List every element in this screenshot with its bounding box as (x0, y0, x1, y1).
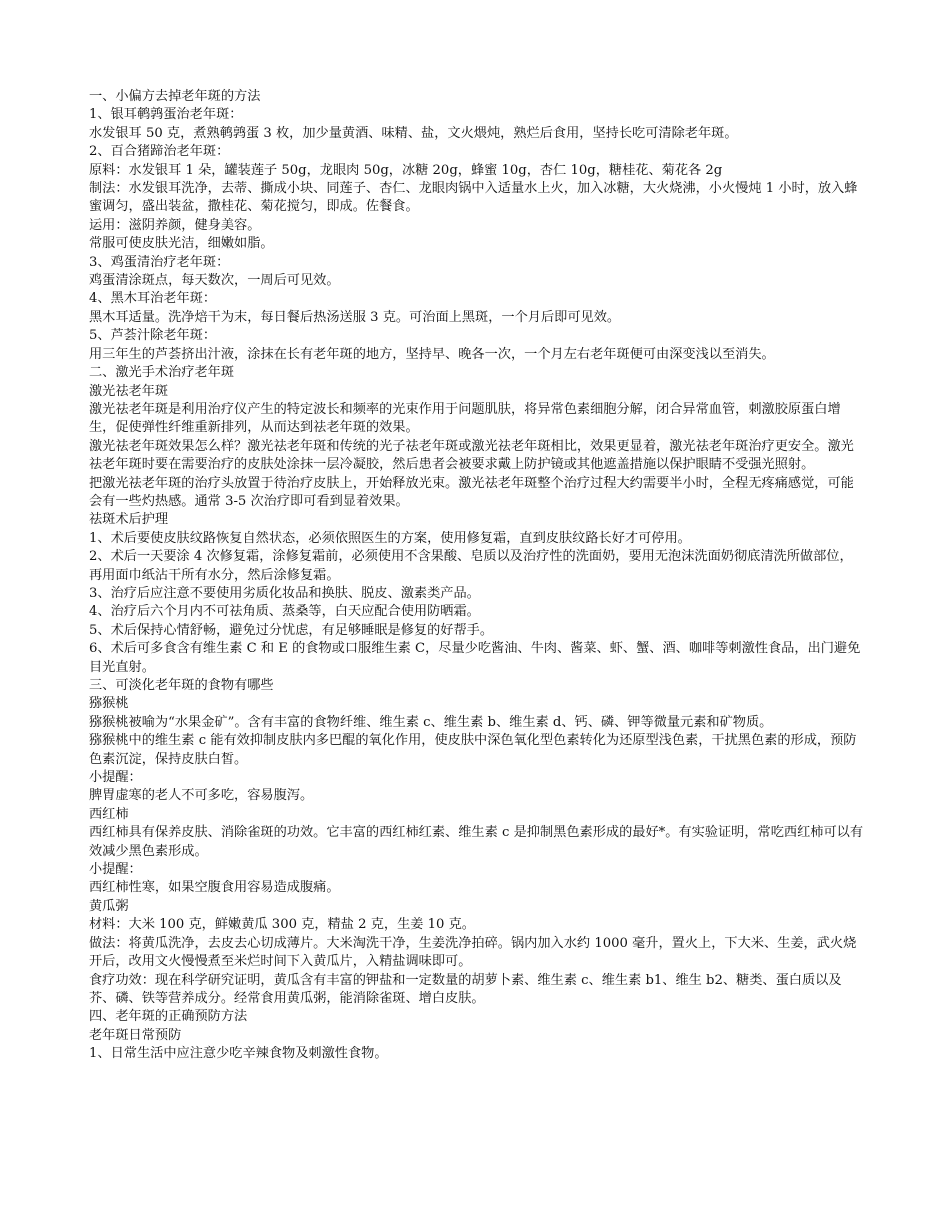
heading-section-2: 二、激光手术治疗老年斑 (89, 365, 235, 381)
paragraph: 猕猴桃中的维生素 c 能有效抑制皮肤内多巴醌的氧化作用，使皮肤中深色氧化型色素转化为还原型浅色素，干扰黑色素的形成，预防色素沉淀，保持皮肤白皙。 (89, 733, 857, 767)
subheading-remedy-3: 3、鸡蛋清治疗老年斑： (89, 254, 230, 270)
subheading-remedy-4: 4、黑木耳治老年斑： (89, 291, 217, 307)
paragraph: 食疗功效：现在科学研究证明，黄瓜含有丰富的钾盐和一定数量的胡萝卜素、维生素 c、维生素 b1、维生 b2、糖类、蛋白质以及芥、磷、铁等营养成分。经常食用黄瓜粥，能消除雀斑、增白皮肤。 (89, 972, 842, 1006)
paragraph: 猕猴桃被喻为“水果金矿”。含有丰富的食物纤维、维生素 c、维生素 b、维生素 d、钙、磷、钾等微量元素和矿物质。 (89, 714, 773, 730)
paragraph: 运用：滋阴养颜，健身美容。 (89, 217, 261, 233)
paragraph: 激光祛老年斑是利用治疗仪产生的特定波长和频率的光束作用于问题肌肤，将异常色素细胞分解，闭合异常血管，刺激胶原蛋白增生，促使弹性纤维重新排列，从而达到祛老年斑的效果。 (89, 401, 841, 436)
paragraph: 脾胃虚寒的老人不可多吃，容易腹泻。 (89, 788, 314, 804)
list-item: 5、术后保持心情舒畅，避免过分忧虑，有足够睡眠是修复的好帮手。 (89, 622, 494, 638)
paragraph: 材料：大米 100 克，鲜嫩黄瓜 300 克，精盐 2 克，生姜 10 克。 (89, 917, 475, 933)
list-item: 1、日常生活中应注意少吃辛辣食物及刺激性食物。 (89, 1046, 388, 1062)
list-item: 2、术后一天要涂 4 次修复霜，涂修复霜前，必须使用不含果酸、皂质以及治疗性的洗面奶，要用无泡沫洗面奶彻底清洗所做部位，再用面巾纸沾干所有水分，然后涂修复霜。 (89, 549, 853, 583)
subheading-kiwi: 猕猴桃 (89, 696, 129, 712)
paragraph: 把激光祛老年斑的治疗头放置于待治疗皮肤上，开始释放光束。激光祛老年斑整个治疗过程大约需要半小时，全程无疼痛感觉，可能会有一些灼热感。通常 3-5 次治疗即可看到显着效果。 (89, 475, 854, 509)
heading-section-1: 一、小偏方去掉老年斑的方法 (89, 89, 261, 104)
paragraph: 原料：水发银耳 1 朵，罐装莲子 50g，龙眼肉 50g，冰糖 20g，蜂蜜 10g，杏仁 10g，糖桂花、菊花各 2g (89, 162, 723, 178)
paragraph: 西红柿具有保养皮肤、消除雀斑的功效。它丰富的西红柿红素、维生素 c 是抑制黑色素形成的最好*。有实验证明，常吃西红柿可以有效减少黑色素形成。 (89, 825, 864, 859)
paragraph: 黑木耳适量。洗净焙干为末，每日餐后热汤送服 3 克。可治面上黑斑，一个月后即可见效。 (89, 309, 621, 325)
subheading-remedy-1: 1、银耳鹌鹑蛋治老年斑： (89, 107, 243, 123)
subheading-cucumber-porridge: 黄瓜粥 (89, 898, 129, 914)
subheading-laser: 激光祛老年斑 (89, 383, 169, 399)
paragraph: 常服可使皮肤光洁，细嫩如脂。 (89, 236, 274, 252)
paragraph: 激光祛老年斑效果怎么样？激光祛老年斑和传统的光子祛老年斑或激光祛老年斑相比，效果更显着，激光祛老年斑治疗更安全。激光祛老年斑时要在需要治疗的皮肤处涂抹一层冷凝胶，然后患者会被要求戴上防护镜或其他遮盖措施以保护眼睛不受强光照射。 (89, 438, 854, 473)
list-item: 4、治疗后六个月内不可祛角质、蒸桑等，白天应配合使用防晒霜。 (89, 604, 480, 620)
tip-label: 小提醒： (89, 862, 142, 878)
paragraph: 用三年生的芦荟挤出汁液，涂抹在长有老年斑的地方，坚持早、晚各一次，一个月左右老年斑便可由深变浅以至消失。 (89, 346, 775, 362)
subheading-tomato: 西红柿 (89, 806, 129, 822)
list-item: 6、术后可多食含有维生素 C 和 E 的食物或口服维生素 C，尽量少吃酱油、牛肉、酱菜、虾、蟹、酒、咖啡等刺激性食品，出门避免目光直射。 (89, 641, 861, 675)
paragraph: 鸡蛋清涂斑点，每天数次，一周后可见效。 (89, 273, 340, 289)
subheading-remedy-2: 2、百合猪蹄治老年斑： (89, 144, 230, 160)
document-body (89, 88, 864, 1064)
heading-section-4: 四、老年斑的正确预防方法 (89, 1009, 248, 1025)
paragraph: 水发银耳 50 克，煮熟鹌鹑蛋 3 枚，加少量黄酒、味精、盐，文火煨炖，熟烂后食用，坚持长吃可清除老年斑。 (89, 125, 738, 141)
paragraph: 制法：水发银耳洗净，去蒂、撕成小块、同莲子、杏仁、龙眼肉锅中入适量水上火，加入冰糖，大火烧沸，小火慢炖 1 小时，放入蜂蜜调匀，盛出装盆，撒桂花、菊花搅匀，即成。佐餐食。 (89, 181, 858, 215)
subheading-aftercare: 祛斑术后护理 (89, 512, 169, 528)
paragraph: 西红柿性寒，如果空腹食用容易造成腹痛。 (89, 880, 340, 896)
heading-section-3: 三、可淡化老年斑的食物有哪些 (89, 678, 274, 693)
subheading-prevention: 老年斑日常预防 (89, 1027, 182, 1043)
paragraph: 做法：将黄瓜洗净，去皮去心切成薄片。大米淘洗干净，生姜洗净拍碎。锅内加入水约 1000 毫升，置火上，下大米、生姜，武火烧开后，改用文火慢慢煮至米烂时间下入黄瓜片，入精盐调味即可。 (89, 935, 857, 970)
tip-label: 小提醒： (89, 770, 142, 786)
list-item: 3、治疗后应注意不要使用劣质化妆品和换肤、脱皮、激素类产品。 (89, 585, 480, 601)
subheading-remedy-5: 5、芦荟汁除老年斑： (89, 328, 217, 344)
list-item: 1、术后要使皮肤纹路恢复自然状态，必须依照医生的方案，使用修复霜，直到皮肤纹路长好才可停用。 (89, 530, 691, 546)
